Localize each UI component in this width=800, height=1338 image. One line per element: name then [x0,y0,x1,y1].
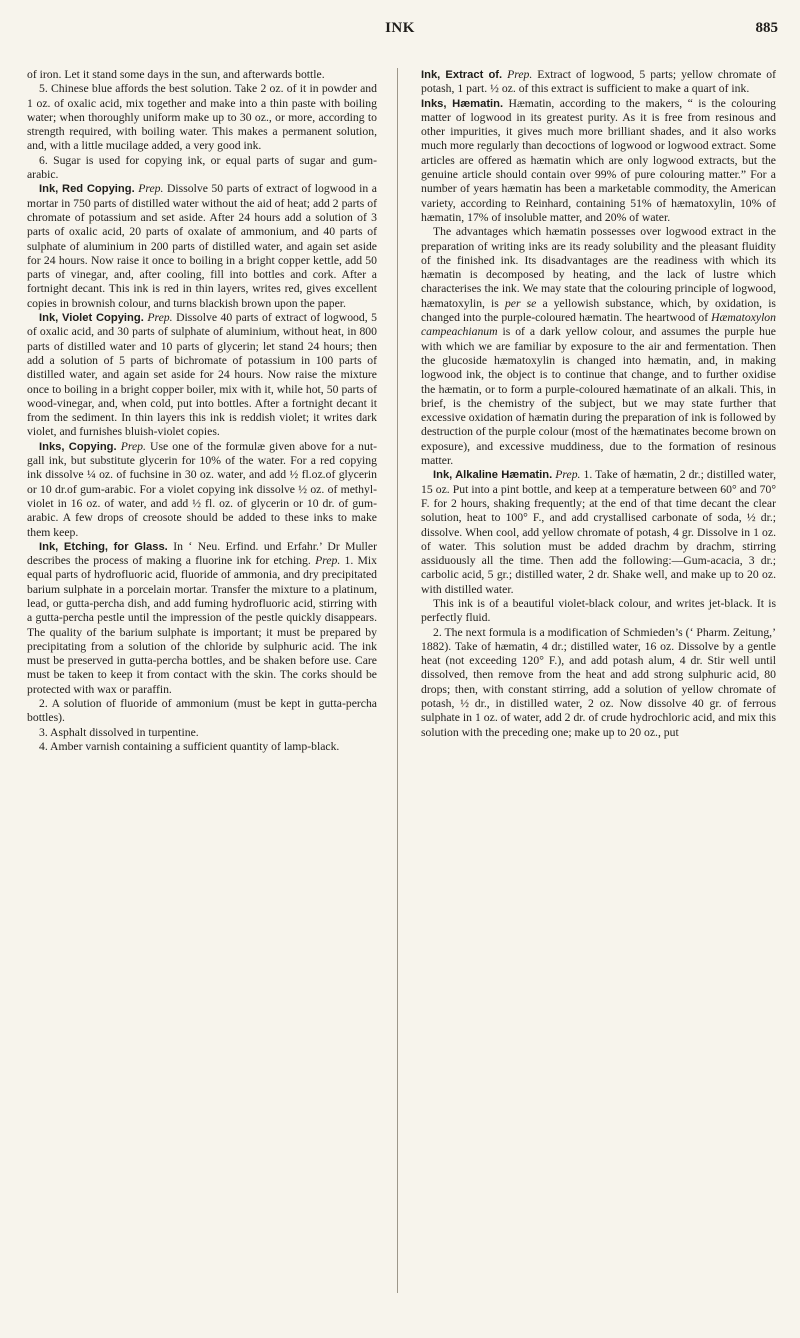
prep-label: Prep. [120,439,146,453]
botanical-name: Hæmatoxylon campeachianum [421,311,776,339]
emphasis: per se [504,296,537,310]
entry [27,311,377,440]
paragraph [27,726,377,740]
entry [421,68,776,97]
paragraph [27,740,377,754]
prep-label: Prep. [507,68,533,81]
prep-label: Prep. [138,182,164,196]
entry [421,468,776,597]
entry-text: In ‘ Neu. Erfind. und Erfahr.’ Dr Muller describes the process of making a fluorine ink for etching. [27,539,377,568]
paragraph-text: 5. Chinese blue affords the best solution. Take 2 oz. of it in powder and 1 oz. of oxalic acid, mix together and make into a thin paste with boiling water; when thoroughly uniform make up to 30 oz., or more, according to strength required, with boiling water. This makes a permanent solution, and, with a little mucilage added, a very good ink. [27,82,377,153]
column-divider [397,68,398,1293]
paragraph-text: a yellowish substance, which, by oxidation, is changed into the purple-coloured hæmatin. The heartwood of [421,296,776,325]
paragraph-text: 4. Amber varnish containing a sufficient quantity of lamp-black. [39,739,340,753]
prep-label: Prep. [555,468,581,482]
paragraph [421,597,776,626]
paragraph-text: The advantages which hæmatin possesses over logwood extract in the preparation of writing inks are its ready solubility and the pleasant fluidity of the finished ink. Its disadvantages are the readiness with which its hæmatin is decomposed by heating, and the lack of lustre which characterises the ink. We may state that the colouring principle of logwood, hæmatoxylin, is [421,225,776,310]
paragraph-text: 3. Asphalt dissolved in turpentine. [39,725,199,739]
entry [27,440,377,540]
entry-heading: Ink, Extract of. [421,69,503,81]
entry [27,540,377,697]
entry-heading: Ink, Etching, for Glass. [39,540,168,553]
entry-text: Hæmatin, according to the makers, “ is the colouring matter of logwood in its greatest purity. As it is free from resinous and other impurities, it gives much more brilliant shades, and it also works much more regularly than decoctions of logwood or logwood extract. Some articles are offered as hæmatin which are only logwood extracts, but the genuine article should contain over 99% of pure colouring matter.” For a number of years hæmatin has been a marketable commodity, the American variety, according to Reinhard, containing 51% of hæmatoxylin, 10% of hæmatin, 17% of insoluble matter, and 20% of water. [421,96,777,224]
paragraph [27,82,377,153]
entry-heading: Ink, Violet Copying. [39,312,144,325]
paragraph [27,68,377,82]
entry-text: Extract of logwood, 5 parts; yellow chromate of potash, 1 part. ½ oz. of this extract is sufficient to make a quart of ink. [421,68,777,96]
entry-heading: Inks, Hæmatin. [421,97,504,110]
entry [27,182,377,311]
entry-text: 1. Take of hæmatin, 2 dr.; distilled water, 15 oz. Put into a pint bottle, and keep at a temperature between 60° and 70° F. for 2 hours, shaking frequently; at the end of that time decant the clear solution, heat to 100° F., and add crystallised carbonate of soda, ½ dr.; dissolve. When cool, add yellow chromate of potash, 4 gr. Dissolve in 1 oz. of water. This solution must be added drachm by drachm, stirring assiduously all the time. Then add the following:—Gum-acacia, 3 dr.; carbolic acid, 5 gr.; distilled water, 2 dr. Shake well, and make up to 20 oz. with distilled water. [421,468,777,596]
paragraph-text: This ink is of a beautiful violet-black colour, and writes jet-black. It is perfectly fluid. [421,596,776,625]
right-column [421,68,776,740]
entry-text: Use one of the formulæ given above for a nut-gall ink, but substitute glycerin for 10% of the water. For a red copying ink dissolve ¼ oz. of fuchsine in 30 oz. water, and add ½ fl.oz.of glycerin or 10 dr.of gum-arabic. For a violet copying ink dissolve ½ oz. of methyl-violet in 16 oz. of water, and add ½ fl. oz. of glycerin or 10 dr. of gum-arabic. A few drops of creosote should be added to these inks to make them keep. [27,439,378,539]
paragraph [27,697,377,726]
entry-text: 1. Mix equal parts of hydrofluoric acid, fluoride of ammonia, and dry precipitated barium sulphate in a porcelain mortar. Transfer the mixture to a platinum, lead, or gutta-percha dish, and add fuming hydrofluoric acid, stirring with a gutta-percha pestle until the impression of the pestle quickly disappears. The quality of the barium sulphate is important; it must be prepared by precipitating from a solution of the chloride by sulphuric acid. The ink must be preserved in gutta-percha bottles, and be shaken before use. Care must be taken to keep it from contact with the skin. The corks should be protected with wax or paraffin. [27,554,378,696]
prep-label: Prep. [147,311,173,325]
paragraph-text: 2. A solution of fluoride of ammonium (must be kept in gutta-percha bottles). [27,697,377,725]
paragraph [421,626,776,740]
entry-heading: Ink, Red Copying. [39,183,135,196]
paragraph [27,154,377,183]
paragraph-text: of iron. Let it stand some days in the sun, and afterwards bottle. [27,68,325,81]
paragraph-text: 2. The next formula is a modification of Schmieden’s (‘ Pharm. Zeitung,’ 1882). Take of hæmatin, 4 dr.; distilled water, 16 oz. Dissolve by a gentle heat (not exceeding 120° F.), and add potash alum, 4 dr. Stir well until dissolved, then remove from the heat and add strong sulphuric acid, 80 drops; then, with constant stirring, add a solution of yellow chromate of potash, ½ dr., in distilled water, 2 oz. Now dissolve 40 gr. of ferrous sulphate in 1 oz. of water, add 2 dr. of crude hydrochloric acid, and mix this solution with the preceding one; make up to 20 oz., put [421,625,776,739]
paragraph-text: 6. Sugar is used for copying ink, or equal parts of sugar and gum-arabic. [27,153,377,182]
prep-label: Prep. [315,554,341,568]
page-number: 885 [755,20,778,36]
paragraph [421,225,776,468]
running-head [0,20,800,42]
entry-text: Dissolve 40 parts of extract of logwood, 5 of oxalic acid, and 30 parts of sulphate of aluminium, without heat, in 800 parts of distilled water and 10 parts of glycerin; let stand 24 hours; then add a solution of 5 parts of bichromate of potassium in 100 parts of distilled water, and again set aside for 24 hours. Now raise the mixture once to boiling in a bright copper boiler, mix with it, while hot, 50 parts of wood-vinegar, and, when cold, put into bottles. After a fortnight decant it from the sediment. In thin layers this ink is reddish violet; it writes dark violet, and furnishes bluish-violet copies. [27,311,378,439]
entry-heading: Inks, Copying. [39,440,117,453]
entry-text: Dissolve 50 parts of extract of logwood in a mortar in 750 parts of distilled water without the aid of heat; add 2 parts of chromate of potassium and set aside. After 24 hours add a solution of 3 parts of oxalic acid, 20 parts of oxalate of ammonium, and 40 parts of sulphate of aluminium in 200 parts of distilled water, and again set aside for 24 hours. Now raise it once to boiling in a bright copper kettle, add 50 parts of vinegar, and, after cooling, fill into bottles and cork. After a fortnight decant. This ink is red in thin layers, writes red, gives excellent copies in brownish colour, and turns blackish brown upon the paper. [27,182,377,310]
running-head-title: INK [385,20,415,36]
left-column [27,68,377,754]
paragraph-text: is of a dark yellow colour, and assumes the purple hue with which we are familiar by exposure to the air and fermentation. Then the glucoside hæmatoxylin is changed into hæmatin, and, in making logwood ink, the object is to continue that change, and to further oxidise the hæmatin, or to form a purple-coloured hæmatinate of an alkali. This, in brief, is the chemistry of the subject, but we may state further that excessive oxidation of hæmatin during the preparation of ink is followed by destruction of the purple colour (most of the hæmatinates become brown on exposure), and excessive muddiness, due to the formation of resinous matter. [421,325,776,468]
entry-heading: Ink, Alkaline Hæmatin. [433,469,553,482]
entry [421,97,776,226]
